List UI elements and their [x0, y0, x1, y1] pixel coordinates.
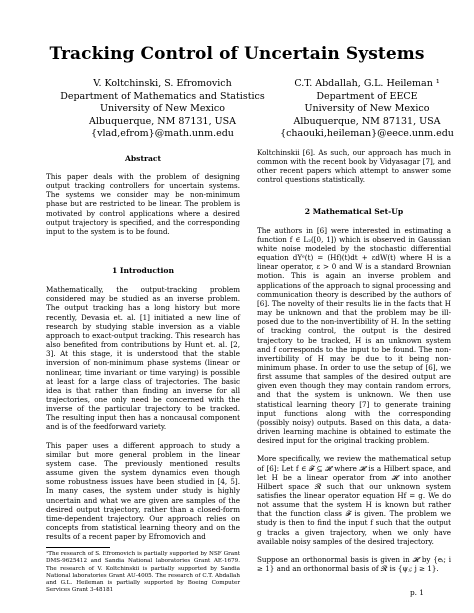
footnote: ¹The research of S. Efromovich is partially supported by NSF Grant DMS-9625412 and Sandia National laboratories Grant AE-1679. The research of V. Koltchinskii is partially supported by Sandia National laboratories Grant AU-4005. The research of C.T. Abdallah and G.L. Heileman is partially supported by Boeing Computer Services Grant 3-48181: [46, 551, 240, 593]
introduction-heading: 1 Introduction: [111, 266, 174, 276]
author-email: {chaouki,heileman}@eece.unm.edu: [280, 128, 454, 140]
abstract-heading: Abstract: [124, 154, 162, 163]
author-department: Department of EECE: [316, 90, 418, 102]
page-number: p. 1: [410, 588, 424, 597]
author-city: Albuquerque, NM 87131, USA: [293, 115, 441, 127]
left-column: [46, 148, 240, 594]
author-university: University of New Mexico: [304, 103, 430, 115]
intro-paragraph: This paper uses a different approach to study a similar but more general problem in the linear system case. The previously mentioned results assume given the system dynamics even though some robustness issues have been studied in [4, 5]. In many cases, the system under study is highly uncertain and what we are given are samples of the desired output trajectory, rather than a closed-form time-dependent trajectory. Our approach relies on concepts from statistical learning theory and on the results of a recent paper by Efromovich and: [46, 440, 240, 542]
setup-heading: 2 Mathematical Set-Up: [304, 206, 404, 216]
paper-title: Tracking Control of Uncertain Systems: [49, 44, 425, 64]
author-department: Department of Mathematics and Statistics: [60, 90, 265, 102]
setup-paragraph: Suppose an orthonormal basis is given in 𝓗 by {eᵢ; i ≥ 1} and an orthonormal basis of 𝓡 is {ψⱼ; j ≥ 1}.: [257, 554, 451, 574]
setup-paragraph: More specifically, we review the mathematical setup of [6]: Let f ∈ 𝓕 ⊆ 𝓗 where 𝓗 is a Hilbert space, and let H be a linear operator from 𝓗 into another Hilbert space 𝓡 such that our unknown system satisfies the linear operator equation Hf = g. We do not assume that the system H is known but rather that the function class 𝓕 is given. The problem we study is then to find the input f such that the output g tracks a given trajectory, when we only have available noisy samples of the desired trajectory.: [257, 454, 451, 546]
author-block-left: [55, 78, 270, 141]
author-names: C.T. Abdallah, G.L. Heileman ¹: [294, 78, 440, 89]
author-email: {vlad,efrom}@math.unm.edu: [91, 128, 234, 140]
author-block-right: [262, 78, 472, 141]
setup-paragraph: The authors in [6] were interested in estimating a function f ∈ L₂([0, 1]) which is observed in Gaussian white noise modeled by the stochastic differential equation dYᵉ(t) = (Hf)(t)dt + εdW(t) where H is a linear operator, ε > 0 and W is a standard Brownian motion. This is again an inverse problem and applications of the approach to signal processing and communication theory is described by the authors of [6]. The novelty of their results lie in the facts that H may be unknown and that the problem may be ill-posed due to the non-invertibility of H. In the setting of tracking control, the output is the desired trajectory to be tracked, H is an unknown system and f corresponds to the input to be found. The non-invertibility of H may be due to it being non-minimum phase. In order to use the setup of [6], we first assume that samples of the desired output are given even though they may contain random errors, and that the system is unknown. We then use statistical learning theory [7] to generate training input functions along with the corresponding (possibly noisy) outputs. Based on this data, a data-driven learning machine is obtained to estimate the desired input for the original tracking problem.: [257, 225, 451, 446]
abstract-text: This paper deals with the problem of designing output tracking controllers for uncertain systems. The systems we consider may be non-minimum phase but are restricted to be linear. The problem is motivated by control applications where a desired output trajectory is specified, and the corresponding input to the system is to be found.: [46, 172, 240, 236]
author-university: University of New Mexico: [100, 103, 225, 115]
footnote-rule: [46, 547, 110, 548]
right-column: [257, 148, 451, 582]
author-city: Albuquerque, NM 87131, USA: [88, 115, 237, 127]
intro-paragraph: Mathematically, the output-tracking problem considered may be studied as an inverse problem. The output tracking has a long history but more recently, Devasia et. al. [1] initiated a new line of research by studying stable inversion as a viable approach to exact-output tracking. This research has also benefited from contributions by Hunt et. al. [2, 3]. At this stage, it is understood that the stable inversion of non-minimum phase systems (linear or nonlinear, time invariant or time varying) is possible at least for a large class of trajectories. The basic idea is that rather than finding an inverse for all trajectories, one only need be concerned with the inverse of the particular trajectory to be tracked. The resulting input then has a noncausal component and is of the feedforward variety.: [46, 285, 240, 432]
continuation-paragraph: Koltchinskii [6]. As such, our approach has much in common with the recent book by Vidyasagar [7], and other recent papers which attempt to answer some control questions statistically.: [257, 148, 451, 185]
author-names: V. Koltchinski, S. Efromovich: [93, 78, 232, 89]
